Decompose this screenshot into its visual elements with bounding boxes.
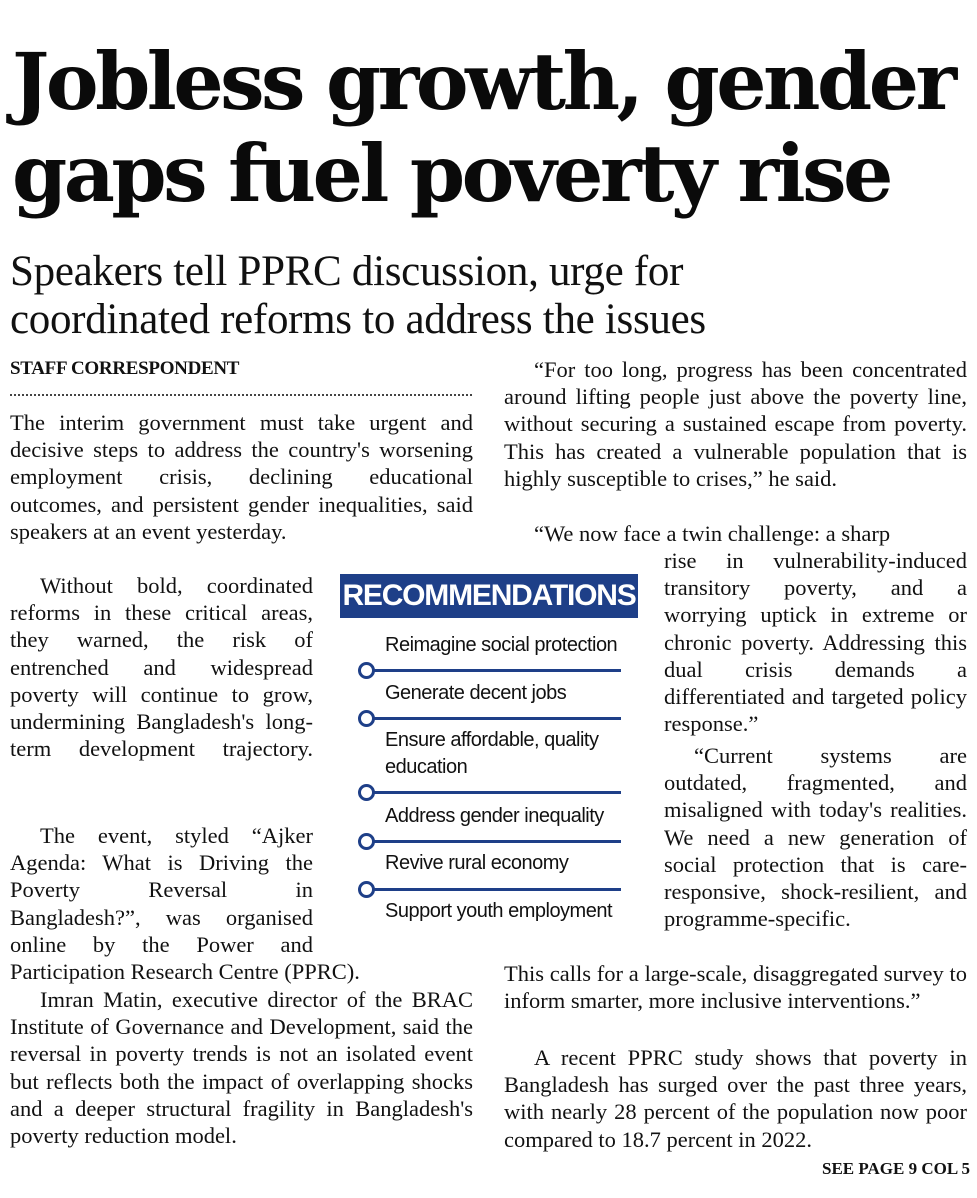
recommendations-box <box>337 570 641 930</box>
headline-line-2: gaps fuel poverty rise <box>12 127 890 220</box>
recommendation-item: Ensure affordable, quality education <box>385 729 599 778</box>
continuation-note: SEE PAGE 9 COL 5 <box>822 1159 970 1178</box>
col2-paragraph-3b: This calls for a large-scale, disaggregated survey to inform smarter, more inclusive interventions.” <box>504 961 967 1014</box>
byline-divider <box>10 394 472 396</box>
col1-paragraph-1: The interim government must take urgent and decisive steps to address the country's worsening employment crisis, declining educational outcomes, and persistent gender inequalities, said speakers at an event yesterday. <box>10 410 473 544</box>
bullet-circle-icon <box>358 662 375 679</box>
recommendation-item: Revive rural economy <box>385 852 569 874</box>
bullet-circle-icon <box>358 833 375 850</box>
recommendation-item: Generate decent jobs <box>385 682 567 704</box>
byline: STAFF CORRESPONDENT <box>10 358 240 379</box>
bullet-circle-icon <box>358 784 375 801</box>
recommendation-divider <box>365 840 621 843</box>
subheadline-line-1: Speakers tell PPRC discussion, urge for <box>10 248 684 295</box>
recommendation-item: Support youth employment <box>385 900 613 922</box>
recommendation-divider <box>365 888 621 891</box>
recommendation-divider <box>365 669 621 672</box>
recommendation-item: Reimagine social protection <box>385 634 618 656</box>
recommendation-divider <box>365 791 621 794</box>
bullet-circle-icon <box>358 881 375 898</box>
headline-line-1: Jobless growth, gender <box>12 35 954 128</box>
subheadline-line-2: coordinated reforms to address the issues <box>10 296 706 343</box>
col2-paragraph-4: A recent PPRC study shows that poverty in Bangladesh has surged over the past three years, with nearly 28 percent of the population now poor compared to 18.7 percent in 2022. <box>504 1045 967 1152</box>
col1-paragraph-4: Imran Matin, executive director of the BRAC Institute of Governance and Development, said the reversal in poverty trends is not an isolated event but reflects both the impact of overlapping shocks and a deeper structural fragility in Bangladesh's poverty reduction model. <box>10 987 473 1149</box>
recommendation-divider <box>365 717 621 720</box>
subheadline <box>10 248 970 344</box>
bullet-circle-icon <box>358 710 375 727</box>
col2-paragraph-2b: rise in vulnerability-induced transitory poverty, and a worrying uptick in extreme or chronic poverty. Addressing this dual crisis demands a differentiated and targeted policy response.” <box>664 548 967 737</box>
col2-paragraph-3a: “Current systems are outdated, fragmented, and misaligned with today's realities. We need a new generation of social protection that is care-responsive, shock-resilient, and programme-specific. <box>664 743 967 932</box>
recommendation-item: Address gender inequality <box>385 805 604 827</box>
col1-paragraph-3b: Participation Research Centre (PPRC). <box>10 959 360 984</box>
col2-paragraph-1: “For too long, progress has been concentrated around lifting people just above the poverty line, without securing a sustained escape from poverty. This has created a vulnerable population that is highly susceptible to crises,” he said. <box>504 357 967 491</box>
recommendations-title: RECOMMENDATIONS <box>340 574 638 618</box>
col1-paragraph-2: Without bold, coordinated reforms in these critical areas, they warned, the risk of entrenched and widespread poverty will continue to grow, undermining Bangladesh's long-term development trajectory. <box>10 573 313 762</box>
col1-paragraph-3a: The event, styled “Ajker Agenda: What is Driving the Poverty Reversal in Bangladesh?”, was organised online by the Power and <box>10 823 313 957</box>
headline <box>12 36 972 220</box>
col2-paragraph-2a: “We now face a twin challenge: a sharp <box>534 521 891 546</box>
